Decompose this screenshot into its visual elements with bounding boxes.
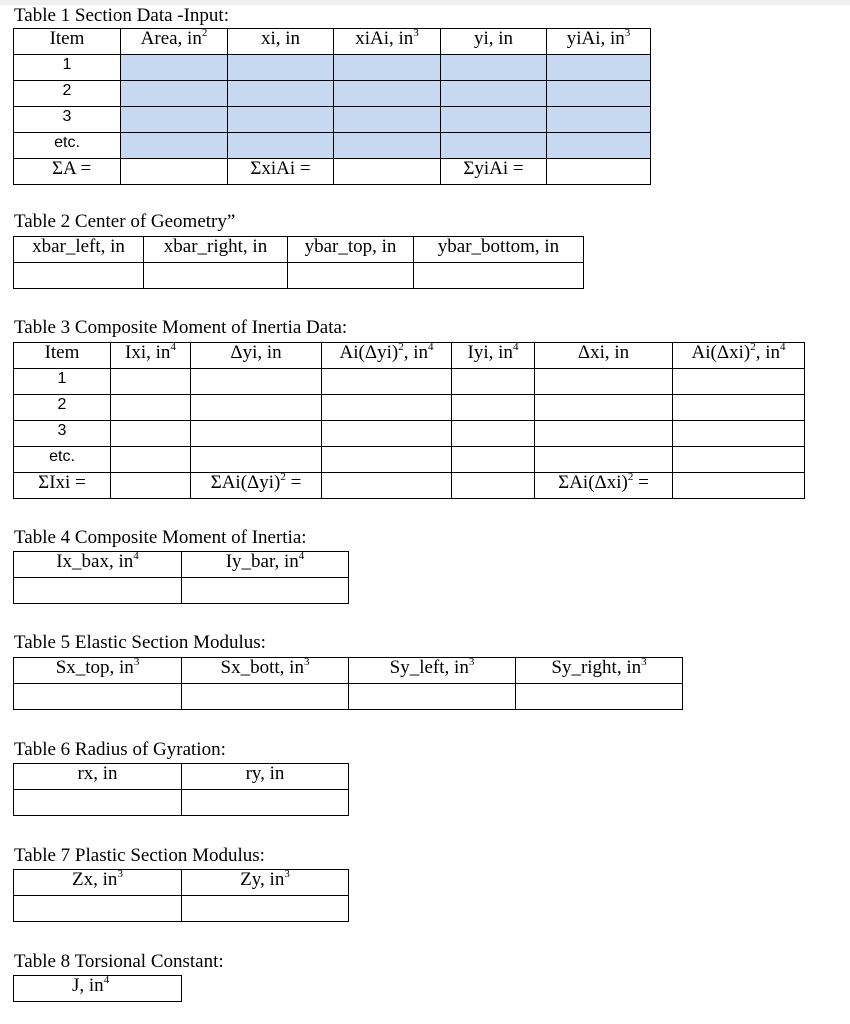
input-cell[interactable] [111,369,191,395]
t3-header-ixi: Ixi, $in^4$ [111,343,191,369]
table4-caption: Table 4 Composite Moment of Inertia: [14,527,307,548]
table8-header-row [14,976,182,1002]
table-row [14,684,683,710]
input-cell[interactable] [111,421,191,447]
table8 [13,975,182,1002]
table-row [14,133,651,159]
table2-header-row [14,237,584,263]
t3-header-dxi: Δxi, in [535,343,673,369]
input-cell[interactable] [228,107,334,133]
input-cell[interactable] [228,81,334,107]
table1 [13,28,651,185]
t6-header-ry: ry, in [182,764,349,790]
t5-header-sx-bott: Sx_bott, $in^3$ [182,658,349,684]
input-cell[interactable] [452,395,535,421]
table1-caption: Table 1 Section Data -Input: [14,5,229,26]
table-row [14,263,584,289]
t5-header-sy-left: Sy_left, $in^3$ [349,658,516,684]
t5-header-sy-right: Sy_right, $in^3$ [516,658,683,684]
table6 [13,763,349,816]
input-cell[interactable] [182,790,349,816]
input-cell[interactable] [452,447,535,473]
t3-header-iyi: Iyi, $in^4$ [452,343,535,369]
input-cell[interactable] [322,395,452,421]
table8-caption: Table 8 Torsional Constant: [14,951,224,972]
t2-header-xbar-right: xbar_right, in [144,237,288,263]
table-row [14,81,651,107]
t3-row-label: 3 [14,421,111,447]
input-cell[interactable] [535,369,673,395]
input-cell[interactable] [121,133,228,159]
input-cell[interactable] [673,369,805,395]
table3-header-row [14,343,805,369]
table-row [14,896,349,922]
table6-header-row [14,764,349,790]
table-row [14,395,805,421]
input-cell[interactable] [121,55,228,81]
table1-totals-row [14,159,651,185]
t1-header-item: Item [14,29,121,55]
table3 [13,342,805,499]
table7-header-row [14,870,349,896]
input-cell[interactable] [441,133,547,159]
t7-header-zx: Zx, $in^3$ [14,870,182,896]
input-cell[interactable] [191,395,322,421]
table5-caption: Table 5 Elastic Section Modulus: [14,632,266,653]
input-cell[interactable] [334,81,441,107]
input-cell[interactable] [182,684,349,710]
t2-header-xbar-left: xbar_left, in [14,237,144,263]
input-cell[interactable] [441,55,547,81]
input-cell[interactable] [334,107,441,133]
t3-header-ai-dxi2: $Ai(\Delta xi)^2$, $in^4$ [673,343,805,369]
t1-header-xiai: xiAi, $in^3$ [334,29,441,55]
t3-row-label: 2 [14,395,111,421]
input-cell[interactable] [535,447,673,473]
t3-total-ixi: ΣIxi = [14,473,111,499]
table1-header-row [14,29,651,55]
t2-header-ybar-top: ybar_top, in [288,237,414,263]
input-cell[interactable] [228,133,334,159]
t6-header-rx: rx, in [14,764,182,790]
input-cell[interactable] [535,421,673,447]
table7 [13,869,349,922]
t4-header-ix-bar: Ix_bax, $in^4$ [14,552,182,578]
table-row [14,55,651,81]
t1-row-label: 1 [14,55,121,81]
input-cell[interactable] [14,896,182,922]
input-cell[interactable] [547,55,651,81]
t5-header-sx-top: Sx_top, $in^3$ [14,658,182,684]
t2-header-ybar-bottom: ybar_bottom, in [414,237,584,263]
t3-total-ixi-value[interactable] [111,473,191,499]
input-cell[interactable] [516,684,683,710]
input-cell[interactable] [535,395,673,421]
input-cell[interactable] [452,473,535,499]
t1-total-yiai-value[interactable] [547,159,651,185]
t1-total-xiai-value[interactable] [334,159,441,185]
table5-header-row [14,658,683,684]
table3-totals-row [14,473,805,499]
input-cell[interactable] [14,263,144,289]
input-cell[interactable] [191,447,322,473]
t1-row-label: 2 [14,81,121,107]
input-cell[interactable] [144,263,288,289]
input-cell[interactable] [322,447,452,473]
t1-header-yiai: yiAi, $in^3$ [547,29,651,55]
t8-header-j: J, $in^4$ [14,976,182,1002]
t1-header-yi: yi, in [441,29,547,55]
t3-total-ai-dxi2: $\Sigma Ai(\Delta xi)^2$ = [535,473,673,499]
t1-total-yiai: ΣyiAi = [441,159,547,185]
t1-header-xi: xi, in [228,29,334,55]
input-cell[interactable] [547,133,651,159]
input-cell[interactable] [441,81,547,107]
t1-total-area-value[interactable] [121,159,228,185]
t1-row-label: 3 [14,107,121,133]
input-cell[interactable] [182,578,349,604]
input-cell[interactable] [121,81,228,107]
input-cell[interactable] [547,81,651,107]
t3-total-ai-dyi2-value[interactable] [322,473,452,499]
input-cell[interactable] [14,578,182,604]
t3-row-label: 1 [14,369,111,395]
t3-total-ai-dyi2: $\Sigma Ai(\Delta yi)^2$ = [191,473,322,499]
table6-caption: Table 6 Radius of Gyration: [14,739,226,760]
input-cell[interactable] [14,684,182,710]
t3-total-ai-dxi2-value[interactable] [673,473,805,499]
t3-header-item: Item [14,343,111,369]
input-cell[interactable] [441,107,547,133]
table5 [13,657,683,710]
table-row [14,790,349,816]
input-cell[interactable] [673,421,805,447]
input-cell[interactable] [414,263,584,289]
t4-header-iy-bar: Iy_bar, $in^4$ [182,552,349,578]
table2-caption: Table 2 Center of Geometry” [14,211,236,232]
input-cell[interactable] [191,421,322,447]
t1-total-area: ΣA = [14,159,121,185]
table7-caption: Table 7 Plastic Section Modulus: [14,845,265,866]
input-cell[interactable] [349,684,516,710]
t3-header-ai-dyi2: $Ai(\Delta yi)^2$, $in^4$ [322,343,452,369]
t3-header-dyi: Δyi, in [191,343,322,369]
input-cell[interactable] [182,896,349,922]
input-cell[interactable] [452,369,535,395]
input-cell[interactable] [673,395,805,421]
input-cell[interactable] [547,107,651,133]
table3-caption: Table 3 Composite Moment of Inertia Data: [14,317,348,338]
table-row [14,107,651,133]
t1-row-label: etc. [14,133,121,159]
input-cell[interactable] [322,421,452,447]
input-cell[interactable] [121,107,228,133]
t3-row-label: etc. [14,447,111,473]
table-row [14,578,349,604]
table-row [14,447,805,473]
input-cell[interactable] [334,55,441,81]
table2 [13,236,584,289]
input-cell[interactable] [191,369,322,395]
input-cell[interactable] [111,395,191,421]
input-cell[interactable] [673,447,805,473]
input-cell[interactable] [288,263,414,289]
table4 [13,551,349,604]
t1-header-area: Area, $in^2$ [121,29,228,55]
input-cell[interactable] [14,790,182,816]
input-cell[interactable] [334,133,441,159]
table4-header-row [14,552,349,578]
input-cell[interactable] [452,421,535,447]
input-cell[interactable] [322,369,452,395]
table-row [14,369,805,395]
table-row [14,421,805,447]
input-cell[interactable] [111,447,191,473]
input-cell[interactable] [228,55,334,81]
t7-header-zy: Zy, $in^3$ [182,870,349,896]
t1-total-xiai: ΣxiAi = [228,159,334,185]
